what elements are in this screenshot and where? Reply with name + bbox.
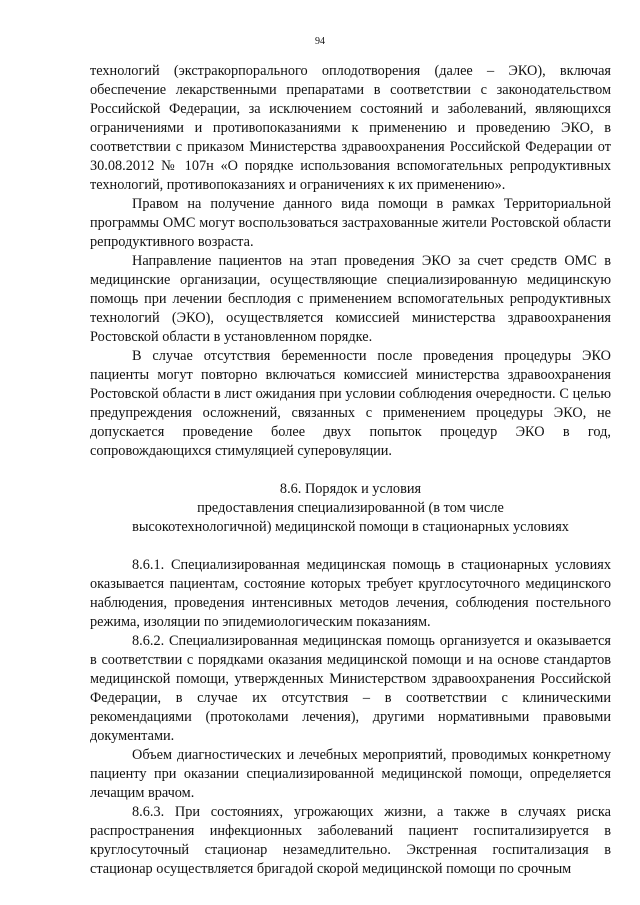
paragraph-repeat-eco: В случае отсутствия беременности после проведения процедуры ЭКО пациенты могут повторно включаться комиссией министерства здравоохранения Ростовской области в лист ожидания при условии соблюдения очередности. С целью предупреждения осложнений, связанных с применением процедуры ЭКО, не допускается проведение более двух попыток процедур ЭКО в год, сопровождающихся стимуляцией суперовуляции. — [90, 348, 611, 459]
paragraph-8-6-1: 8.6.1. Специализированная медицинская помощь в стационарных условиях оказывается пациентам, состояние которых требует круглосуточного медицинского наблюдения, проведения интенсивных методов лечения, соблюдения постельного режима, изоляции по эпидемиологическим показаниям. — [90, 557, 611, 630]
document-body — [90, 62, 611, 879]
paragraph-art-continuation: технологий (экстракорпорального оплодотворения (далее – ЭКО), включая обеспечение лекарственными препаратами в соответствии с законодательством Российской Федерации, за исключением состояний и заболеваний, являющихся ограничениями и противопоказаниями к применению и проведению ЭКО, в соответствии с приказом Министерства здравоохранения Российской Федерации от 30.08.2012 № 107н «О порядке использования вспомогательных репродуктивных технологий, противопоказаниях и ограничениях к их применению». — [90, 63, 611, 193]
section-heading-line3: высокотехнологичной) медицинской помощи в стационарных условиях — [132, 519, 569, 535]
paragraph-8-6-3: 8.6.3. При состояниях, угрожающих жизни, а также в случаях риска распространения инфекционных заболеваний пациент госпитализируется в круглосуточный стационар незамедлительно. Экстренная госпитализация в стационар осуществляется бригадой скорой медицинской помощи по срочным — [90, 804, 611, 877]
paragraph-referral: Направление пациентов на этап проведения ЭКО за счет средств ОМС в медицинские организации, осуществляющие специализированную медицинскую помощь при лечении бесплодия с применением вспомогательных репродуктивных технологий (ЭКО), осуществляется комиссией министерства здравоохранения Ростовской области в установленном порядке. — [90, 253, 611, 345]
paragraph-scope: Объем диагностических и лечебных мероприятий, проводимых конкретному пациенту при оказании специализированной медицинской помощи, определяется лечащим врачом. — [90, 747, 611, 801]
section-heading-line1: 8.6. Порядок и условия — [279, 481, 422, 497]
paragraph-eligibility: Правом на получение данного вида помощи в рамках Территориальной программы ОМС могут воспользоваться застрахованные жители Ростовской области репродуктивного возраста. — [90, 196, 611, 250]
paragraph-8-6-2: 8.6.2. Специализированная медицинская помощь организуется и оказывается в соответствии с порядками оказания медицинской помощи и на основе стандартов медицинской помощи, утвержденных Министерством здравоохранения Российской Федерации, в случае их отсутствия – в соответствии с клиническими рекомендациями (протоколами лечения), другими нормативными правовыми документами. — [90, 633, 611, 744]
spacer — [90, 537, 611, 556]
section-heading — [90, 480, 611, 537]
page-number: 94 — [315, 36, 325, 47]
spacer — [90, 461, 611, 480]
section-heading-line2: предоставления специализированной (в том числе — [197, 500, 504, 516]
